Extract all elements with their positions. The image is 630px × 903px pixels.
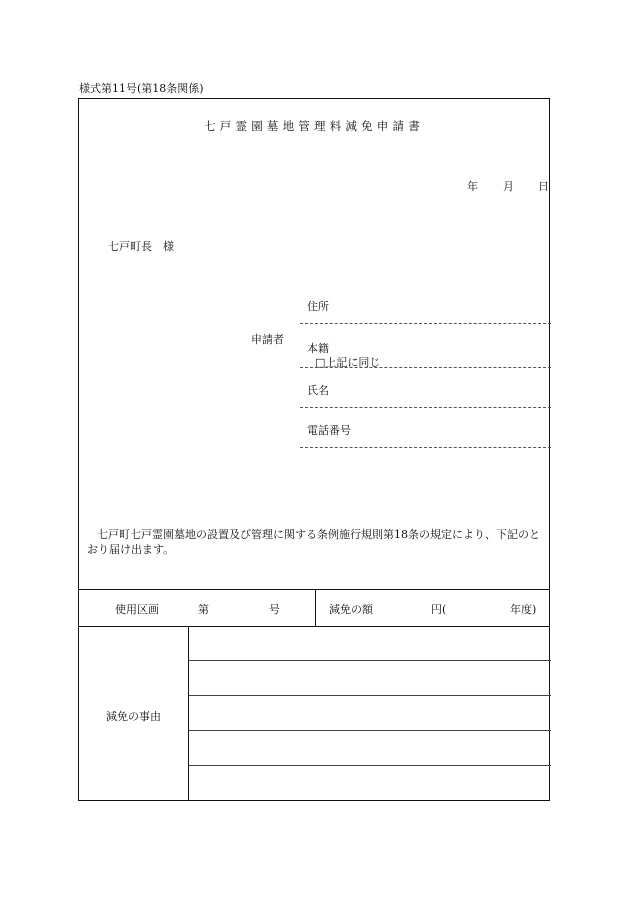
date-day-label: 日 [538,180,549,193]
plot-number-suffix: 号 [269,603,280,616]
usage-row [79,589,549,627]
phone-label: 電話番号 [307,424,351,437]
form-title: 七戸霊園墓地管理料減免申請書 [204,119,424,133]
plot-label: 使用区画 [115,603,159,616]
form-frame [78,98,550,801]
name-label: 氏名 [307,384,329,397]
reason-line-4[interactable] [189,765,551,766]
form-number: 様式第11号(第18条関係) [79,82,204,95]
reason-line-1[interactable] [189,660,551,661]
plot-number-prefix: 第 [198,603,209,616]
exemption-amount-label: 減免の額 [329,603,373,616]
applicant-label: 申請者 [251,333,284,346]
phone-line[interactable] [300,447,551,448]
row-divider [315,590,316,626]
domicile-label: 本籍 [307,342,329,355]
addressee: 七戸町長 様 [108,240,174,253]
date-year-label: 年 [467,180,478,193]
fiscal-year-label: 年度) [510,603,537,616]
address-label: 住所 [307,300,329,313]
domicile-line[interactable] [300,367,551,368]
address-line[interactable] [300,323,551,324]
yen-label: 円( [431,603,447,616]
reason-line-3[interactable] [189,730,551,731]
same-as-above-checkbox[interactable]: □上記に同じ [315,356,381,369]
date-month-label: 月 [503,180,514,193]
name-line[interactable] [300,407,551,408]
reason-column-divider [188,626,189,801]
reason-line-2[interactable] [189,695,551,696]
statement-text: 七戸町七戸霊園墓地の設置及び管理に関する条例施行規則第18条の規定により、下記のとおり届け出ます。 [87,528,540,556]
reason-label: 減免の事由 [106,710,161,723]
